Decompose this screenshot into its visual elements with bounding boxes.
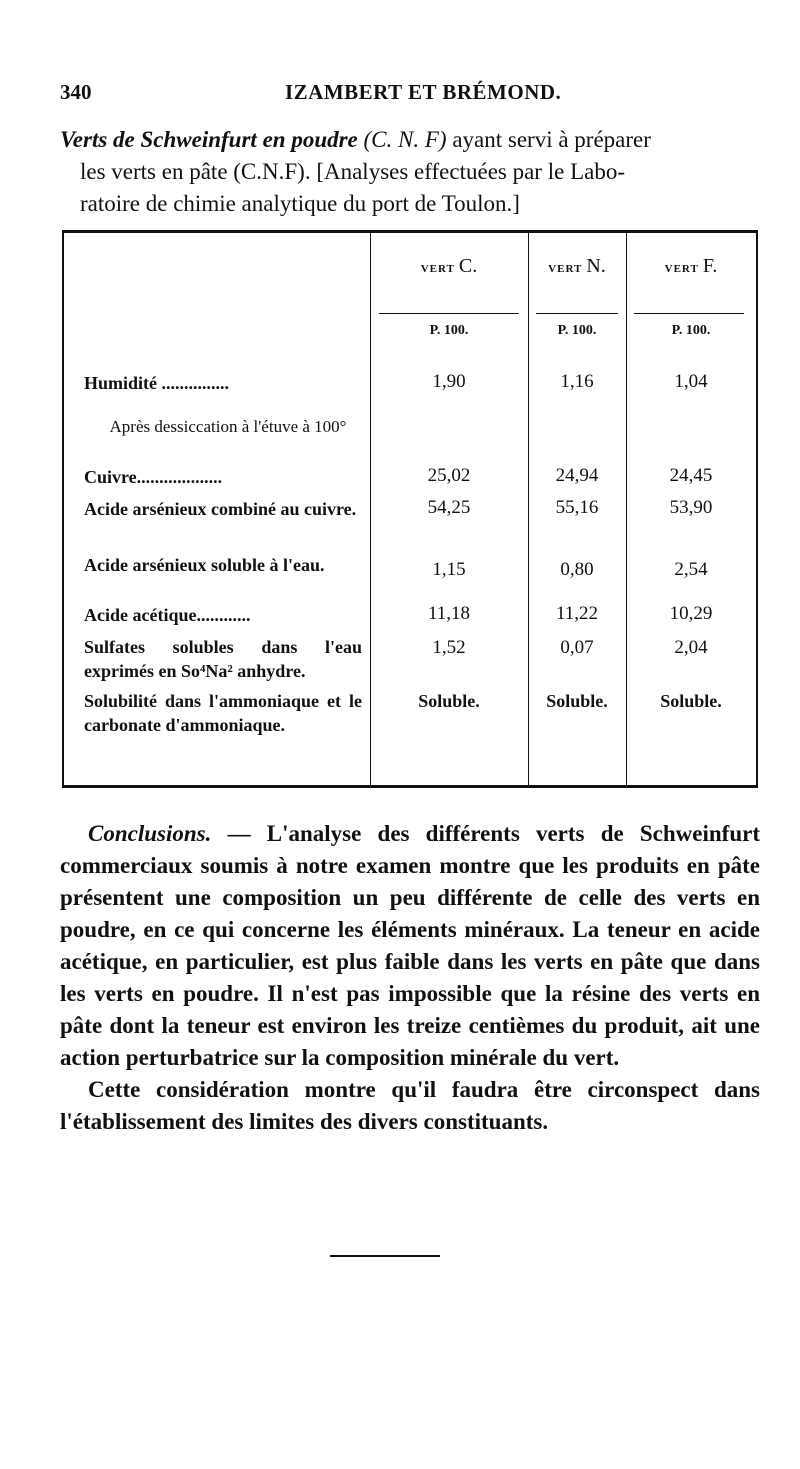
table-cell: 10,29 <box>669 603 713 624</box>
row-label-solubilite: Solubilité dans l'ammoniaque et le carbonate d'ammoniaque. <box>84 691 362 735</box>
table-cell: 24,45 <box>669 465 713 486</box>
caption-line3: ratoire de chimie analytique du port de Toulon.] <box>80 191 520 216</box>
table-cell: 2,04 <box>674 637 708 658</box>
unit-label: P. 100. <box>671 323 711 338</box>
table-cell: 11,18 <box>427 603 471 624</box>
analysis-table <box>62 230 758 788</box>
row-label-dessiccation: Après dessiccation à l'étuve à 100° <box>109 417 347 436</box>
conclusions-paragraph <box>60 818 760 1074</box>
unit-label: P. 100. <box>557 323 597 338</box>
table-cell: 0,07 <box>560 637 594 658</box>
table-cell: 1,52 <box>432 637 466 658</box>
row-label-cuivre: Cuivre................... <box>84 467 223 487</box>
conclusions-lead: Conclusions. <box>88 821 212 846</box>
header-rule <box>379 313 519 314</box>
column-header-vert-f: VERT F. <box>664 255 718 277</box>
running-title: IZAMBERT ET BRÉMOND. <box>285 80 562 104</box>
table-cell: 1,04 <box>674 371 708 392</box>
header-rule <box>536 313 618 314</box>
column-header-vert-n: VERT N. <box>548 255 606 277</box>
row-label-arsenieux-combine: Acide arsénieux combiné au cuivre. <box>84 499 357 519</box>
table-cell: 1,90 <box>432 371 466 392</box>
caption-code: (C. N. F) <box>363 127 447 152</box>
unit-label: P. 100. <box>429 323 469 338</box>
running-head <box>60 80 760 110</box>
row-label-sulfates: Sulfates solubles dans l'eau exprimés en So⁴Na² anhydre. <box>84 637 362 681</box>
table-cell: Soluble. <box>660 691 722 711</box>
table-cell: 2,54 <box>674 559 708 580</box>
row-label-arsenieux-soluble: Acide arsénieux soluble à l'eau. <box>84 555 325 575</box>
table-caption <box>60 124 760 220</box>
table-cell: 11,22 <box>555 603 599 624</box>
table-cell: 25,02 <box>427 465 471 486</box>
caption-lead: Verts de Schweinfurt en poudre <box>60 127 358 152</box>
page-number: 340 <box>60 80 92 104</box>
column-header-vert-c: VERT C. <box>420 255 478 277</box>
caption-line2: les verts en pâte (C.N.F). [Analyses effectuées par le Labo- <box>80 159 625 184</box>
table-cell: 24,94 <box>555 465 599 486</box>
closing-paragraph: Cette considération montre qu'il faudra être circonspect dans l'établissement des limites des divers constituants. <box>60 1077 760 1134</box>
table-cell: 54,25 <box>427 497 471 518</box>
row-label-acide-acetique: Acide acétique............ <box>84 605 251 625</box>
table-cell: Soluble. <box>546 691 608 711</box>
table-cell: 1,16 <box>560 371 594 392</box>
table-cell: 55,16 <box>555 497 599 518</box>
closing-rule <box>330 1255 440 1257</box>
conclusions-section <box>60 818 760 1138</box>
table-cell: 1,15 <box>432 559 466 580</box>
caption-line1-rest: ayant servi à préparer <box>452 127 651 152</box>
table-cell: Soluble. <box>418 691 480 711</box>
header-rule <box>634 313 744 314</box>
row-label-humidite: Humidité ............... <box>84 373 230 393</box>
table-cell: 53,90 <box>669 497 713 518</box>
conclusions-text: — L'analyse des différents verts de Schweinfurt commerciaux soumis à notre examen montre que les produits en pâte présentent une composition un peu différente de celle des verts en poudre, en ce qui concerne les éléments minéraux. La teneur en acide acétique, en particulier, est plus faible dans les verts en pâte que dans les verts en poudre. Il n'est pas impossible que la résine des verts en pâte dont la teneur est environ les treize centièmes du produit, ait une action perturbatrice sur la composition minérale du vert. <box>60 821 760 1070</box>
table-cell: 0,80 <box>560 559 594 580</box>
